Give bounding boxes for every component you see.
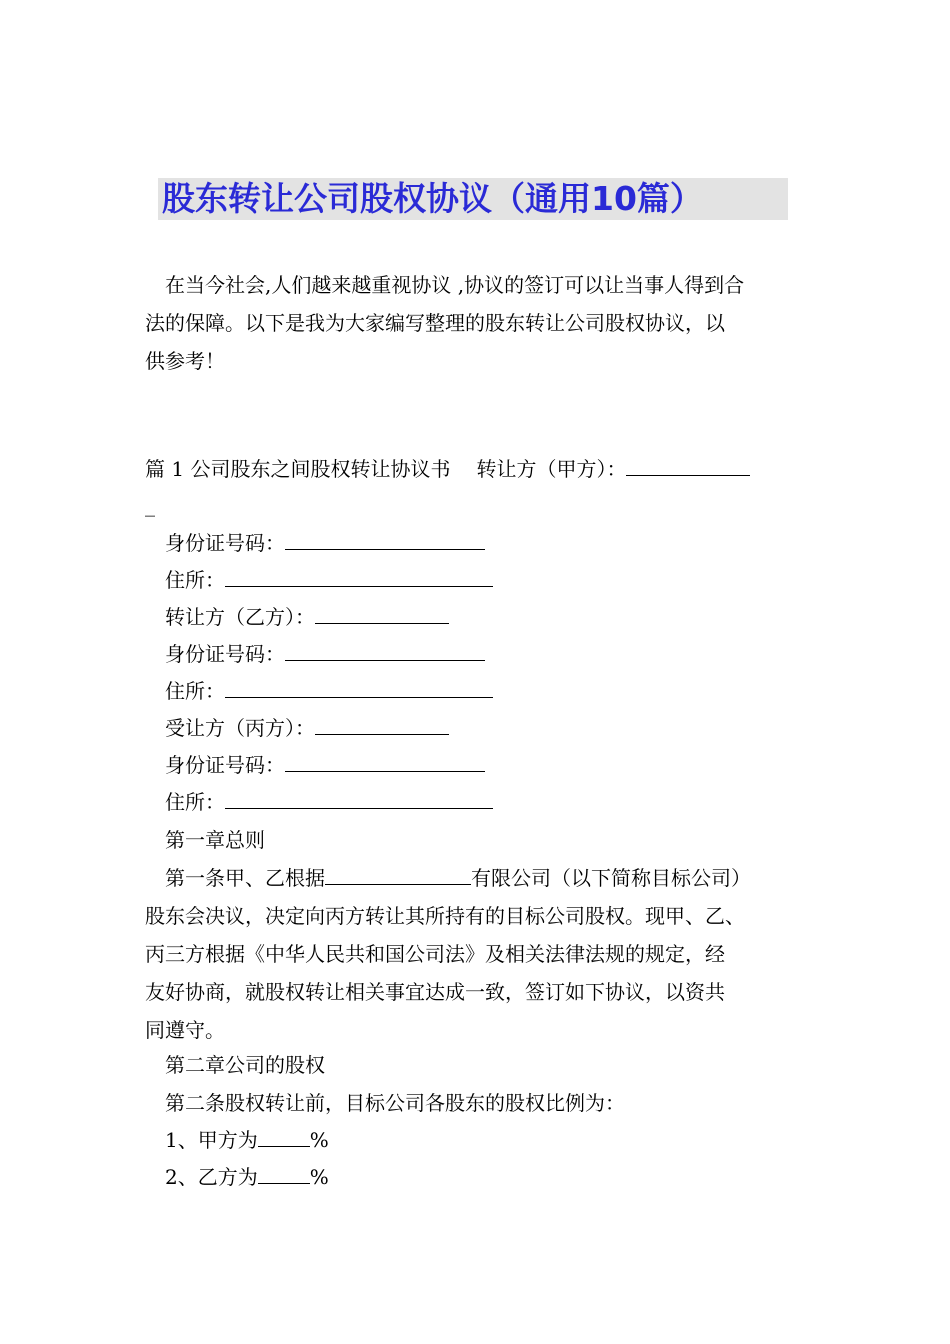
party-field	[165, 678, 493, 704]
transferor-a-label: 转让方（甲方）：	[476, 457, 627, 481]
fill-blank	[258, 1165, 310, 1184]
article-2-text: 第二条股权转让前，目标公司各股东的股权比例为：	[165, 1091, 625, 1115]
field-label: 住所：	[165, 679, 225, 703]
field-label: 身份证号码：	[165, 642, 285, 666]
fill-blank	[285, 531, 485, 550]
article-1-line: 友好协商，就股权转让相关事宜达成一致，签订如下协议，以资共	[145, 980, 725, 1004]
fill-blank	[225, 790, 493, 809]
party-field	[165, 752, 485, 778]
fill-blank	[315, 716, 449, 735]
section-heading	[145, 456, 750, 482]
field-label: 住所：	[165, 568, 225, 592]
intro-line: 法的保障。以下是我为大家编写整理的股东转让公司股权协议，以	[145, 311, 725, 335]
party-field	[165, 604, 449, 630]
fill-blank	[225, 679, 493, 698]
field-label: 转让方（乙方）：	[165, 605, 315, 629]
fill-blank	[285, 642, 485, 661]
article-1-first-line	[165, 865, 751, 891]
party-field	[165, 641, 485, 667]
intro-line: 供参考！	[145, 349, 225, 373]
ratio-prefix: 1、甲方为	[165, 1128, 258, 1152]
fill-blank	[325, 866, 471, 885]
article-1-line: 同遵守。	[145, 1018, 225, 1042]
field-label: 身份证号码：	[165, 753, 285, 777]
party-field	[165, 530, 485, 556]
article-1-line: 股东会决议，决定向丙方转让其所持有的目标公司股权。现甲、乙、	[145, 904, 745, 928]
ratio-prefix: 2、乙方为	[165, 1165, 258, 1189]
ratio-suffix: %	[309, 1165, 329, 1189]
chapter-heading: 第一章总则	[165, 828, 265, 852]
party-field	[165, 567, 493, 593]
chapter-heading: 第二章公司的股权	[165, 1053, 325, 1077]
field-label: 身份证号码：	[165, 531, 285, 555]
ratio-item	[165, 1164, 329, 1190]
document-title: 股东转让公司股权协议（通用10篇）	[158, 178, 788, 220]
fill-blank	[285, 753, 485, 772]
fill-blank	[626, 457, 750, 476]
intro-line: 在当今社会,人们越来越重视协议 ,协议的签订可以让当事人得到合	[165, 273, 745, 297]
party-field	[165, 715, 449, 741]
fill-blank	[315, 605, 449, 624]
article-1-prefix: 第一条甲、乙根据	[165, 866, 325, 890]
party-field	[165, 789, 493, 815]
article-1-suffix: 有限公司（以下简称目标公司）	[471, 866, 751, 890]
ratio-item	[165, 1127, 329, 1153]
article-1-line: 丙三方根据《中华人民共和国公司法》及相关法律法规的规定，经	[145, 942, 725, 966]
fill-blank	[258, 1128, 310, 1147]
section-heading-title: 篇 1 公司股东之间股权转让协议书	[145, 457, 451, 481]
field-label: 受让方（丙方）：	[165, 716, 315, 740]
field-label: 住所：	[165, 790, 225, 814]
heading-wrap-mark: _	[145, 493, 155, 517]
fill-blank	[225, 568, 493, 587]
ratio-suffix: %	[309, 1128, 329, 1152]
